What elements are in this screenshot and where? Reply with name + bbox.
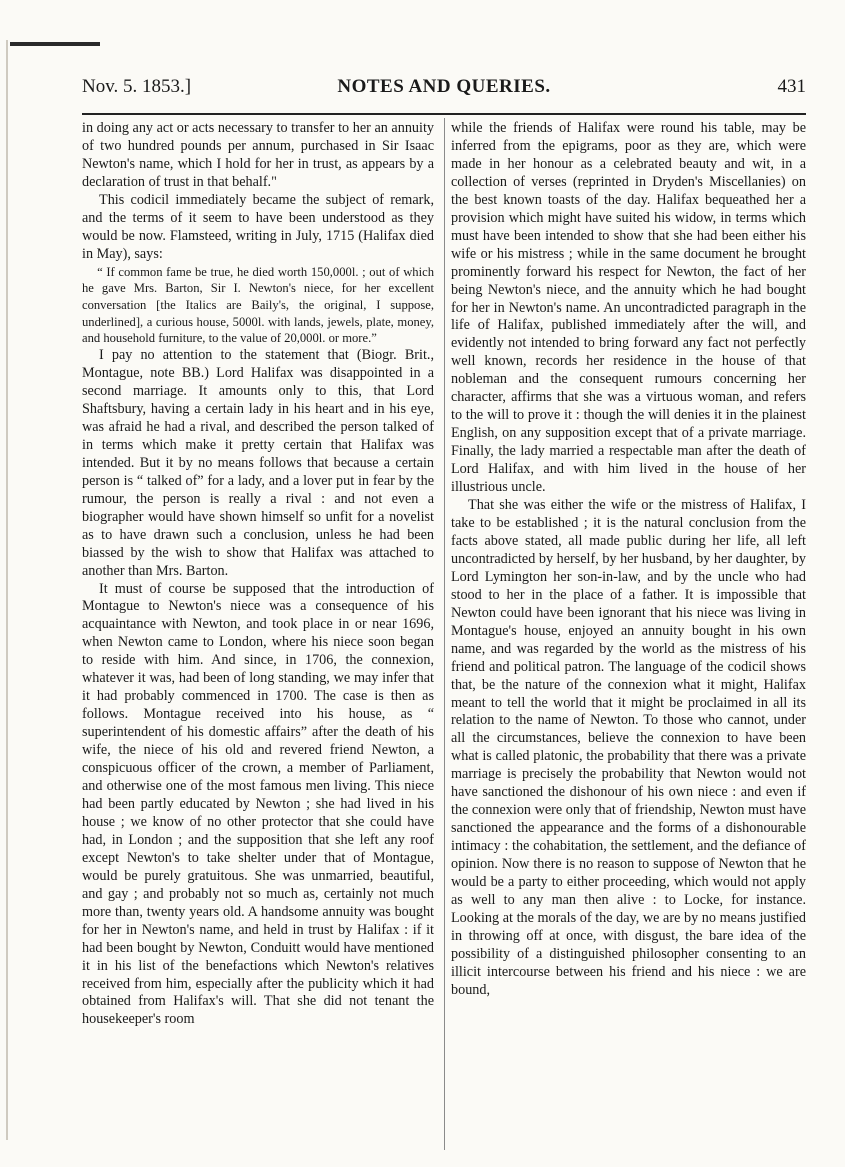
header-date: Nov. 5. 1853.] [82,76,192,97]
running-header [82,76,806,106]
page-edge [6,40,8,1140]
block-quote: “ If common fame be true, he died worth 150,000l. ; out of which he gave Mrs. Barton, Sir I. Newton's niece, for her excellent conversation [the Italics are Baily's, the original, I suppose, underlined], a curious house, 5000l. with lands, jewels, plate, money, and household furniture, to the value of 20,000l. or more.” [82,264,434,346]
top-rule [10,42,100,46]
paragraph: This codicil immediately became the subject of remark, and the terms of it seem to have been understood as they would be now. Flamsteed, writing in July, 1715 (Halifax died in May), says: [82,191,434,262]
paragraph: It must of course be supposed that the introduction of Montague to Newton's niece was a consequence of his acquaintance with Newton, and took place in or near 1696, when Newton came to London, where his niece soon began to reside with him. And since, in 1706, the connexion, whatever it was, had been of long standing, we may infer that it had probably commenced in 1700. The case is then as follows. Montague received into his house, as “ superintendent of his domestic affairs” after the death of his wife, the niece of his old and revered friend Newton, a conspicuous officer of the crown, a member of Parliament, and otherwise one of the most famous men living. This niece had been partly educated by Newton ; she had lived in his house ; we know of no other protector that she could have had, in London ; and the supposition that she left any roof except Newton's to take shelter under that of Montague, would be purely gratuitous. She was unmarried, beautiful, and gay ; and probably not so much as, certainly not much more than, twenty years old. A handsome annuity was bought for her in Newton's name, and held in trust by Halifax : if it had been bought by Newton, Conduitt would have mentioned it in his list of the benefactions which Newton's relatives received from him, especially after the publicity which it had obtained from Halifax's will. That she did not tenant the housekeeper's room [82,580,434,1028]
page-number: 431 [777,76,806,97]
paragraph: That she was either the wife or the mistress of Halifax, I take to be established ; it is the natural conclusion from the facts above stated, all made public during her life, all left uncontradicted by herself, by her husband, by her daughter, by Lord Lymington her son-in-law, and by the uncle who had stood to her in the place of a father. It is impossible that Newton could have been ignorant that his niece was living in Montague's house, enjoyed an annuity bought in his own name, and was regarded by the world as the mistress of his friend and political patron. The language of the codicil shows that, be the nature of the connexion what it might, Halifax meant to tell the world that it might be proclaimed in all its relation to the name of Newton. To those who cannot, under all the circumstances, believe the connexion to have been what is called platonic, the probability that there was a private marriage is precisely the probability that Newton would not have sanctioned the dishonour of his own niece : and even if the connexion were only that of friendship, Newton must have sanctioned the appearance and the forms of a dishonourable intimacy : the cohabitation, the settlement, and the defiance of opinion. Now there is no reason to suppose of Newton that he would be a party to either proceeding, which would not apply as well to any man then alive : to Locke, for instance. Looking at the morals of the day, we are by no means justified in throwing off at once, with disgust, the bare idea of the possibility of a distinguished philosopher consenting to an illicit intercourse between his friend and his niece : we are bound, [451,497,806,998]
left-column [82,120,434,1029]
column-divider [444,118,445,1150]
paragraph: I pay no attention to the statement that (Biogr. Brit., Montague, note BB.) Lord Halifax was disappointed in a second marriage. It amounts only to this, that Lord Shaftsbury, having a certain lady in his heart and in his eye, was afraid he had a rival, and described the person talked of in terms which make it pretty certain that Halifax was intended. But it by no means follows that because a certain person is “ talked of” for a lady, and a lover put in fear by the rumour, the person is really a rival : and not even a biographer would have shown himself so unfit for a novelist as to have drawn such a conclusion, unless he had been biassed by the wish to show that Halifax was attached to another than Mrs. Barton. [82,347,434,579]
paragraph: in doing any act or acts necessary to transfer to her an annuity of two hundred pounds per annum, purchased in Sir Isaac Newton's name, which I hold for her in trust, as appears by a declaration of trust in that behalf." [82,120,434,190]
right-column [451,120,806,1000]
header-rule [82,113,806,115]
journal-title: NOTES AND QUERIES. [337,76,551,97]
paragraph: while the friends of Halifax were round his table, may be inferred from the epigrams, poor as they are, which were made in her honour as a celebrated beauty and wit, in a collection of verses (reprinted in Dryden's Miscellanies) on the best known toasts of the day. Halifax bequeathed her a provision which might have suited his widow, in terms which must have been intended to show that she had been either his wife or his mistress ; while in the same document he brought prominently forward his respect for Newton, the fact of her being Newton's niece, and the annuity which he had bought for her in Newton's name. An uncontradicted paragraph in the life of Halifax, published immediately after the will, and evidently not intended to bring forward any fact not perfectly well known, records her residence in the house of that nobleman and the consequent rumours concerning her character, affirms that she was a virtuous woman, and refers to the will to prove it : though the will denies it in the plainest English, on any supposition except that of a private marriage. Finally, the lady married a respectable man after the death of Lord Halifax, and with him lived in the house of her illustrious uncle. [451,120,806,496]
